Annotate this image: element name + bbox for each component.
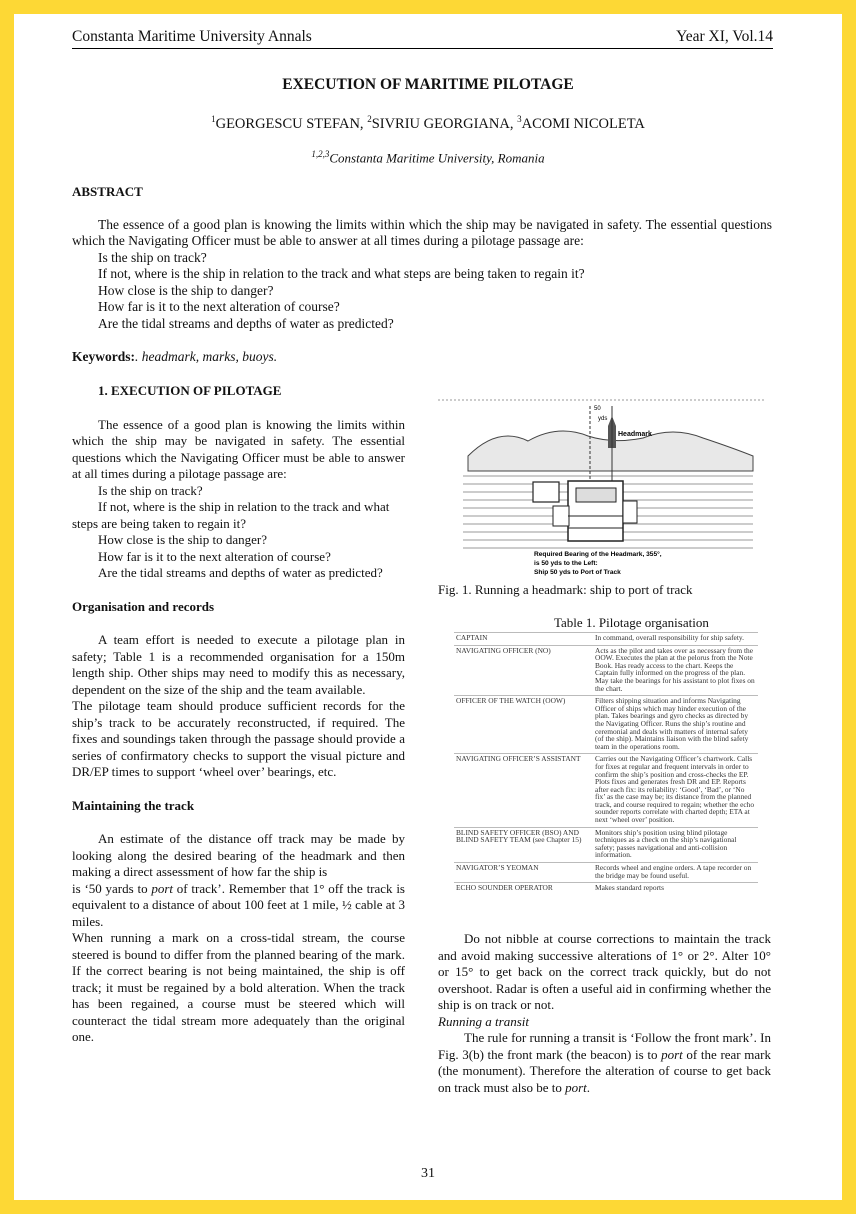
maintaining-paragraph: When running a mark on a cross-tidal stream, the course steered is bound to differ from the planned bearing of the mark. If the correct bearing is not being maintained, the ship is off track; it must be regained by a bold alteration. When the track has been regained, a course must be steered which will counteract the tidal stream more adequately than the original one. [72,930,405,1044]
organisation-paragraph: A team effort is needed to execute a pilotage plan in safety; Table 1 is a recommended organisation for a 150m length ship. Other ships may need to modify this as necessary, dependent on the size of the ship and the team available. [72,632,405,697]
table-row: ECHO SOUNDER OPERATOR Makes standard reports [454,883,758,895]
volume-label: Year XI, Vol.14 [676,28,773,45]
figure-caption: Fig. 1. Running a headmark: ship to port of track [438,582,693,597]
maintaining-paragraph: is ‘50 yards to port of track’. Remember that 1° off the track is equivalent to a distance of about 100 feet at 1 mile, ½ cable at 3 miles. [72,880,405,929]
page-number: 31 [421,1166,435,1181]
table-row: BLIND SAFETY OFFICER (BSO) AND BLIND SAFETY TEAM (see Chapter 15) Monitors ship’s position using blind pilotage techniques as a check on the ship’s navigational safety; passes navigational and anti-collision information. [454,827,758,862]
keywords: Keywords:. headmark, marks, buoys. [72,349,278,364]
section-question: Are the tidal streams and depths of water as predicted? [98,565,383,580]
journal-name: Constanta Maritime University Annals [72,28,312,45]
right-paragraph: Do not nibble at course corrections to maintain the track and avoid making successive alterations of 1° or 2°. Alter 10° or 15° to get back on the correct track quickly, but do not overshoot. Radar is often a useful aid in confirming whether the ship is on track or not. [438,931,771,1012]
abstract-paragraph: The essence of a good plan is knowing the limits within which the ship may be navigated in safety. The essential questions which the Navigating Officer must be able to answer at all times during a pilotage passage are: [72,216,772,248]
section-question: Is the ship on track? [98,482,203,498]
maintaining-paragraph: An estimate of the distance off track may be made by looking along the desired bearing of the headmark and then making a direct assessment of how far the ship is [72,831,405,879]
transit-heading: Running a transit [438,1013,530,1029]
abstract-heading: ABSTRACT [72,184,143,199]
table-row: NAVIGATING OFFICER (NO) Acts as the pilot and takes over as necessary from the OOW. Executes the plan at the pelorus from the Note Book. Has ready access to the chart. Keeps the Captain fully informed on the progress of the plan. May take the bearings for his assistant to plot fixes on the chart. [454,645,758,696]
table-caption: Table 1. Pilotage organisation [554,615,709,630]
author-1: GEORGESCU STEFAN, [215,115,368,132]
headmark-label: Headmark [618,431,652,438]
organisation-paragraph: The pilotage team should produce sufficient records for the ship’s track to be accurately reconstructed, if required. The fixes and soundings taken through the passage should provide a series of confirmatory checks to support the visual picture and DR/EP times to support ‘wheel over’ bearings, etc. [72,698,405,779]
headmark-illustration [438,396,766,584]
maintaining-heading: Maintaining the track [72,797,195,813]
figure-note: Required Bearing of the Headmark, 355°, [534,551,662,558]
page [14,14,842,1200]
abstract-block [72,184,772,366]
section-paragraph: The essence of a good plan is knowing the limits within which the ship may be navigated in safety. The essential questions which the Navigating Officer must be able to answer at all times during a pilotage passage are: [72,416,405,481]
table-row: NAVIGATOR’S YEOMAN Records wheel and engine orders. A tape recorder on the bridge may be found useful. [454,863,758,883]
offset-label: 50 [594,406,601,412]
section-question: If not, where is the ship in relation to the track and what steps are being taken to regain it? [72,499,390,531]
abstract-question: Is the ship on track? [98,249,207,265]
yds-label: yds [598,416,608,422]
table-row: NAVIGATING OFFICER’S ASSISTANT Carries out the Navigating Officer’s chartwork. Calls for fixes at regular and frequent intervals in order to confirm the ship’s position and cross-checks the EP. Plots fixes and generates fresh DR and EP. Reports after each fix: its reliability: ‘Good’, ‘Bad’, or ‘No fix’ as the case may be; its distance from the planned track, and course required to regain; whether the echo sounder reports correlate with charted depth; ETA at next ‘wheel over’ position. [454,754,758,827]
affiliation: $^{1,2,3}$Constanta Maritime University, Romania [311,149,545,166]
abstract-question: How far is it to the next alteration of course? [98,299,340,314]
table-row: CAPTAIN In command, overall responsibility for ship safety. [454,633,758,646]
figure-note: Ship 50 yds to Port of Track [534,569,621,576]
abstract-question: How close is the ship to danger? [98,282,274,298]
author-3: ACOMI NICOLETA [521,115,645,132]
right-column [438,931,771,1096]
abstract-question: If not, where is the ship in relation to the track and what steps are being taken to regain it? [98,266,585,281]
abstract-question: Are the tidal streams and depths of water as predicted? [98,315,394,331]
organisation-heading: Organisation and records [72,598,215,614]
running-header [72,28,773,49]
section-question: How close is the ship to danger? [98,532,267,547]
table-row: OFFICER OF THE WATCH (OOW) Filters shipping situation and informs Navigating Officer of ships which may hinder execution of the plan. Takes bearings and gyro checks as directed by the Navigating Officer. Runs the ship’s routine and ceremonial and deals with matters of internal safety (of the ship). Maintains liaison with the blind safety team in the operations room. [454,696,758,754]
section-heading: 1. EXECUTION OF PILOTAGE [98,383,282,398]
pilotage-table [454,632,758,895]
paper-title: EXECUTION OF MARITIME PILOTAGE [282,76,574,93]
author-2: SIVRIU GEORGIANA, [371,115,518,132]
figure-note: is 50 yds to the Left: [534,560,598,567]
authors-line: $^1$GEORGESCU STEFAN, $^2$SIVRIU GEORGIANA, $^3$ACOMI NICOLETA [211,114,645,132]
left-column [72,383,405,1046]
section-question: How far is it to the next alteration of course? [98,548,331,564]
right-paragraph: The rule for running a transit is ‘Follow the front mark’. In Fig. 3(b) the front mark (the beacon) is to port of the rear mark (the monument). Therefore the alteration of course to get back on track must also be to port. [438,1030,772,1095]
headmark-figure [438,396,766,584]
